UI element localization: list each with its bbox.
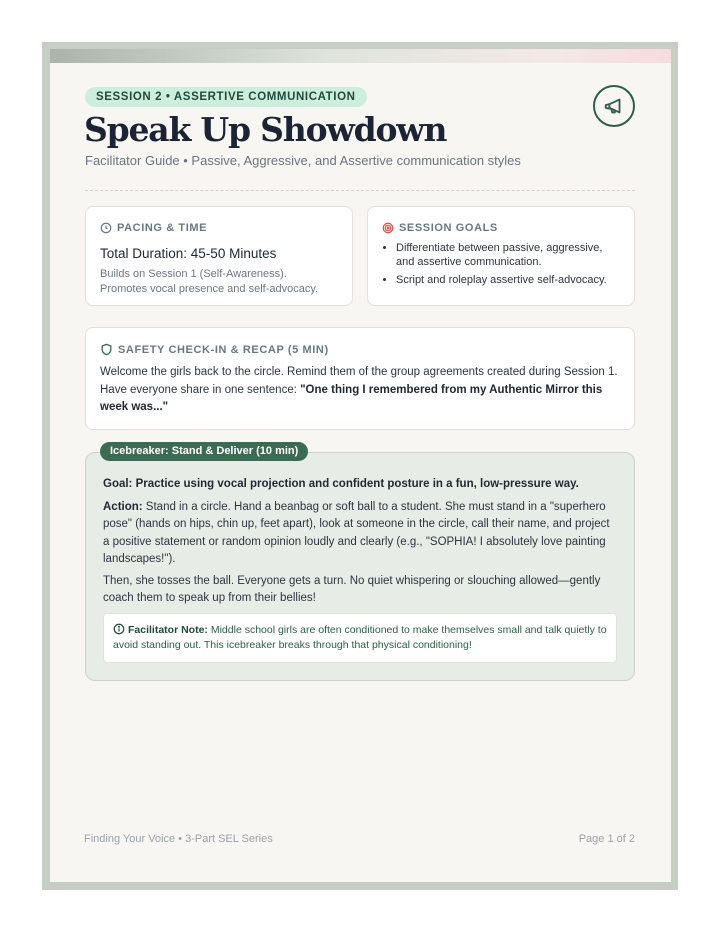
megaphone-icon [593, 85, 635, 127]
top-gradient-bar [50, 49, 671, 63]
page-title: Speak Up Showdown [84, 110, 447, 149]
page-subtitle: Facilitator Guide • Passive, Aggressive, and Assertive communication styles [85, 153, 521, 168]
safety-heading: SAFETY CHECK-IN & RECAP (5 MIN) [118, 343, 329, 356]
facilitator-note [103, 613, 617, 663]
facilitator-note-text: Middle school girls are often conditioned to make themselves small and talk quietly to avoid standing out. This icebreaker breaks through that physical conditioning! [113, 624, 607, 651]
total-duration: Total Duration: 45-50 Minutes [100, 246, 277, 261]
pacing-note [100, 267, 338, 296]
goals-list [382, 241, 620, 287]
icebreaker-body [103, 476, 618, 612]
pacing-heading: PACING & TIME [117, 222, 208, 234]
pacing-note-line2: Promotes vocal presence and self-advocacy. [100, 282, 319, 295]
target-icon [382, 222, 394, 234]
goals-card [367, 206, 635, 306]
divider [85, 190, 635, 191]
icebreaker-tab: Icebreaker: Stand & Deliver (10 min) [100, 442, 308, 461]
goal-item: • Script and roleplay assertive self-advocacy. [396, 273, 620, 287]
footer-series: Finding Your Voice • 3-Part SEL Series [84, 833, 273, 845]
action-label: Action: [103, 500, 143, 513]
goals-heading: SESSION GOALS [399, 222, 498, 234]
safety-card [85, 327, 635, 430]
icebreaker-then: Then, she tosses the ball. Everyone gets a turn. No quiet whispering or slouching allowed—gently coach them to speak up from their bellies! [103, 574, 601, 604]
pacing-note-line1: Builds on Session 1 (Self-Awareness). [100, 268, 287, 280]
icebreaker-goal: Goal: Practice using vocal projection and confident posture in a fun, low-pressure way. [103, 478, 579, 490]
pacing-card [85, 206, 353, 306]
footer-page-number: Page 1 of 2 [578, 833, 635, 845]
safety-quote: "One thing I remembered from my Authentic Mirror this week was..." [100, 383, 603, 413]
goal-item: • Differentiate between passive, aggressive, and assertive communication. [396, 241, 620, 269]
safety-text: Welcome the girls back to the circle. Remind them of the group agreements created during Session 1. Have everyone share in one sentence: "One thing I remembered from my Authentic Mirror this week was..." [100, 366, 618, 413]
icebreaker-action: Action: Stand in a circle. Hand a beanbag or soft ball to a student. She must stand in a "superhero pose" (hands on hips, chin up, feet apart), look at someone in the circle, call their name, and project a positive statement or random opinion loudly and clearly (e.g., "SOPHIA! I absolutely love painting landscapes!"). [103, 500, 610, 565]
clock-icon [100, 222, 112, 234]
session-pill: SESSION 2 • ASSERTIVE COMMUNICATION [85, 87, 367, 107]
shield-icon [100, 343, 113, 356]
facilitator-note-label: Facilitator Note: [128, 624, 208, 636]
info-icon [113, 623, 125, 635]
